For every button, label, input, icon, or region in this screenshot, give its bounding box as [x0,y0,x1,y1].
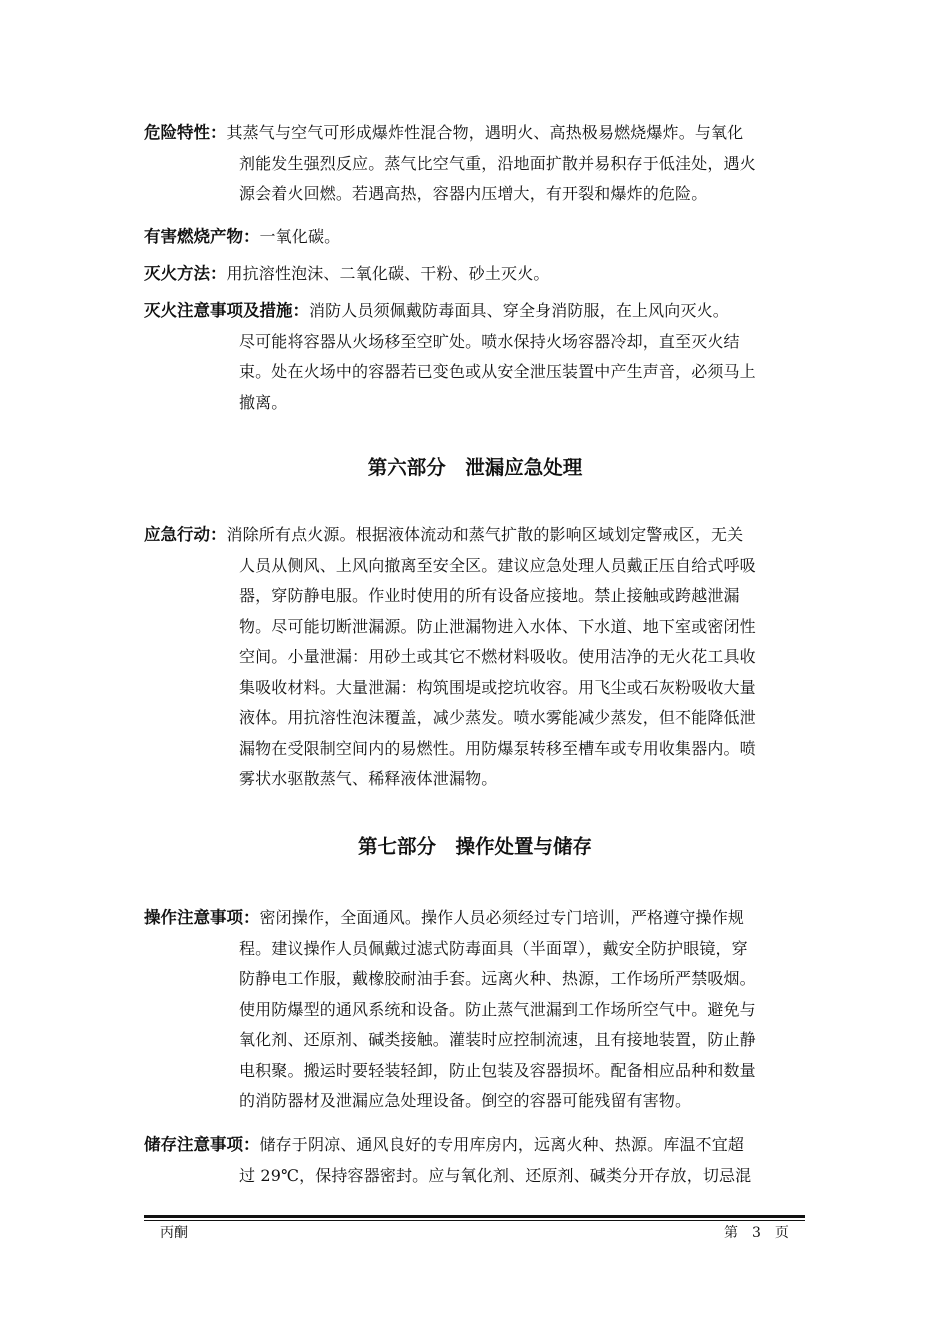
entry-text: 过 29℃，保持容器密封。应与氧化剂、还原剂、碱类分开存放，切忌混 [239,1165,752,1185]
entry-text: 防静电工作服，戴橡胶耐油手套。远离火种、热源，工作场所严禁吸烟。 [239,969,756,988]
entry-text: 消除所有点火源。根据液体流动和蒸气扩散的影响区域划定警戒区，无关 [226,525,744,544]
section-heading-6: 第六部分 泄漏应急处理 [367,456,583,479]
entry-text: 储存于阴凉、通风良好的专用库房内，远离火种、热源。库温不宜超 [259,1135,745,1154]
entry-text: 漏物在受限制空间内的易燃性。用防爆泵转移至槽车或专用收集器内。喷 [239,738,756,758]
entry-text: 液体。用抗溶性泡沫覆盖，减少蒸发。喷水雾能减少蒸发，但不能降低泄 [239,708,756,727]
entry-combustion-products [144,222,804,253]
page-number: 3 [752,1225,761,1241]
entry-label: 储存注意事项： [144,1135,260,1154]
entry-text: 源会着火回燃。若遇高热，容器内压增大，有开裂和爆炸的危险。 [239,184,708,203]
entry-label: 灭火注意事项及措施： [144,301,309,320]
entry-emergency-response [144,520,804,795]
entry-text: 束。处在火场中的容器若已变色或从安全泄压装置中产生声音，必须马上 [239,362,756,381]
entry-text: 集吸收材料。大量泄漏：构筑围堤或挖坑收容。用飞尘或石灰粉吸收大量 [239,677,756,697]
entry-handling-notes [144,903,804,1117]
page-suffix: 页 [774,1225,789,1241]
entry-text: 人员从侧风、上风向撤离至安全区。建议应急处理人员戴正压自给式呼吸 [239,555,756,575]
entry-label: 灭火方法： [144,264,227,283]
entry-text: 物。尽可能切断泄漏源。防止泄漏物进入水体、下水道、地下室或密闭性 [239,616,756,636]
entry-text: 剂能发生强烈反应。蒸气比空气重，沿地面扩散并易积存于低洼处，遇火 [239,153,756,173]
entry-text: 的消防器材及泄漏应急处理设备。倒空的容器可能残留有害物。 [239,1091,692,1110]
entry-text: 雾状水驱散蒸气、稀释液体泄漏物。 [239,769,498,788]
entry-text: 空间。小量泄漏：用砂土或其它不燃材料吸收。使用洁净的无火花工具收 [239,647,756,666]
entry-text: 尽可能将容器从火场移至空旷处。喷水保持火场容器冷却，直至灭火结 [239,331,740,351]
entry-text: 程。建议操作人员佩戴过滤式防毒面具（半面罩），戴安全防护眼镜，穿 [239,938,748,958]
footer-rule [144,1215,805,1218]
entry-text: 使用防爆型的通风系统和设备。防止蒸气泄漏到工作场所空气中。避免与 [239,999,756,1019]
footer-document-name: 丙酮 [160,1225,188,1241]
entry-hazard-properties [144,118,804,210]
entry-text: 撤离。 [239,392,288,412]
entry-extinguishing-method [144,259,804,290]
entry-text: 用抗溶性泡沫、二氧化碳、干粉、砂土灭火。 [226,264,550,283]
entry-text: 消防人员须佩戴防毒面具、穿全身消防服，在上风向灭火。 [309,301,729,320]
entry-text: 氧化剂、还原剂、碱类接触。灌装时应控制流速，且有接地装置，防止静 [239,1030,756,1049]
entry-label: 应急行动： [144,525,227,544]
footer-rule-thin [144,1220,805,1221]
entry-label: 有害燃烧产物： [144,227,260,246]
entry-text: 其蒸气与空气可形成爆炸性混合物，遇明火、高热极易燃烧爆炸。与氧化 [226,123,744,142]
section-heading-7: 第七部分 操作处置与储存 [357,835,592,858]
entry-text: 一氧化碳。 [259,227,341,246]
entry-text: 电积聚。搬运时要轻装轻卸，防止包装及容器损坏。配备相应品种和数量 [239,1060,756,1080]
entry-label: 危险特性： [144,123,227,142]
entry-storage-notes [144,1130,804,1191]
entry-text: 密闭操作，全面通风。操作人员必须经过专门培训，严格遵守操作规 [259,908,745,927]
entry-firefighting-notes [144,296,804,418]
page-prefix: 第 [724,1225,738,1241]
entry-label: 操作注意事项： [144,908,260,927]
entry-text: 器，穿防静电服。作业时使用的所有设备应接地。禁止接触或跨越泄漏 [239,586,740,605]
footer-page-indicator [724,1222,789,1242]
